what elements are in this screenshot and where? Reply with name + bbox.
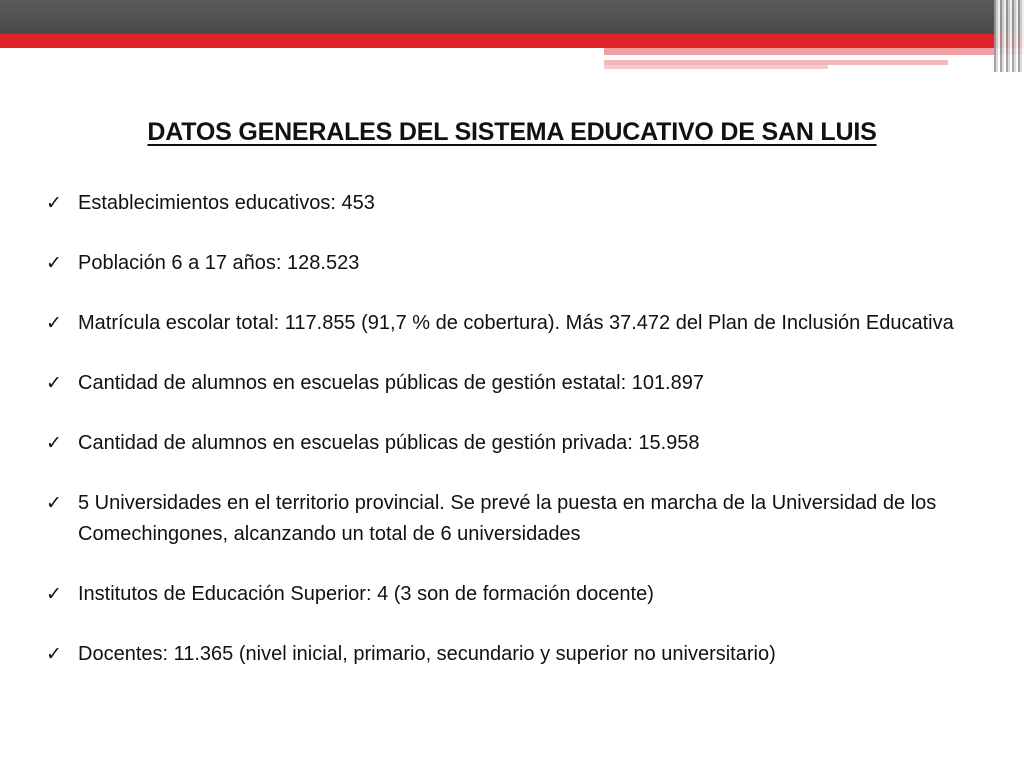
bullet-text: Docentes: 11.365 (nivel inicial, primario, secundario y superior no universitario) bbox=[78, 643, 776, 665]
check-mark-icon: ✓ bbox=[46, 252, 62, 274]
bullet-text: Cantidad de alumnos en escuelas públicas de gestión privada: 15.958 bbox=[78, 432, 700, 454]
bullet-item bbox=[44, 488, 1004, 550]
check-mark-icon: ✓ bbox=[46, 583, 62, 605]
bullet-list bbox=[44, 188, 1004, 699]
bullet-item bbox=[44, 188, 1004, 219]
bullet-text: Población 6 a 17 años: 128.523 bbox=[78, 252, 360, 274]
check-mark-icon: ✓ bbox=[46, 643, 62, 665]
bullet-text: Cantidad de alumnos en escuelas públicas de gestión estatal: 101.897 bbox=[78, 372, 704, 394]
bullet-item bbox=[44, 579, 1004, 610]
bullet-item bbox=[44, 368, 1004, 399]
header-divider-line bbox=[604, 55, 1024, 57]
bullet-text: 5 Universidades en el territorio provincial. Se prevé la puesta en marcha de la Universidad de los Comechingones, alcanzando un total de 6 universidades bbox=[78, 492, 937, 545]
bullet-text: Matrícula escolar total: 117.855 (91,7 % de cobertura). Más 37.472 del Plan de Inclusión Educativa bbox=[78, 312, 954, 334]
header-vertical-stripes bbox=[994, 0, 1024, 72]
bullet-item bbox=[44, 308, 1004, 339]
check-mark-icon: ✓ bbox=[46, 192, 62, 214]
slide-title: DATOS GENERALES DEL SISTEMA EDUCATIVO DE SAN LUIS bbox=[147, 118, 877, 146]
header-pink-stripe bbox=[604, 48, 1024, 55]
header-gray-band bbox=[0, 0, 1024, 34]
bullet-text: Institutos de Educación Superior: 4 (3 son de formación docente) bbox=[78, 583, 654, 605]
header-red-band bbox=[0, 34, 1024, 48]
check-mark-icon: ✓ bbox=[46, 372, 62, 394]
bullet-item bbox=[44, 248, 1004, 279]
check-mark-icon: ✓ bbox=[46, 432, 62, 454]
check-mark-icon: ✓ bbox=[46, 312, 62, 334]
bullet-item bbox=[44, 428, 1004, 459]
bullet-text: Establecimientos educativos: 453 bbox=[78, 192, 375, 214]
check-mark-icon: ✓ bbox=[46, 492, 62, 514]
header-pink-stripe-short bbox=[604, 65, 828, 69]
bullet-item bbox=[44, 639, 1004, 670]
